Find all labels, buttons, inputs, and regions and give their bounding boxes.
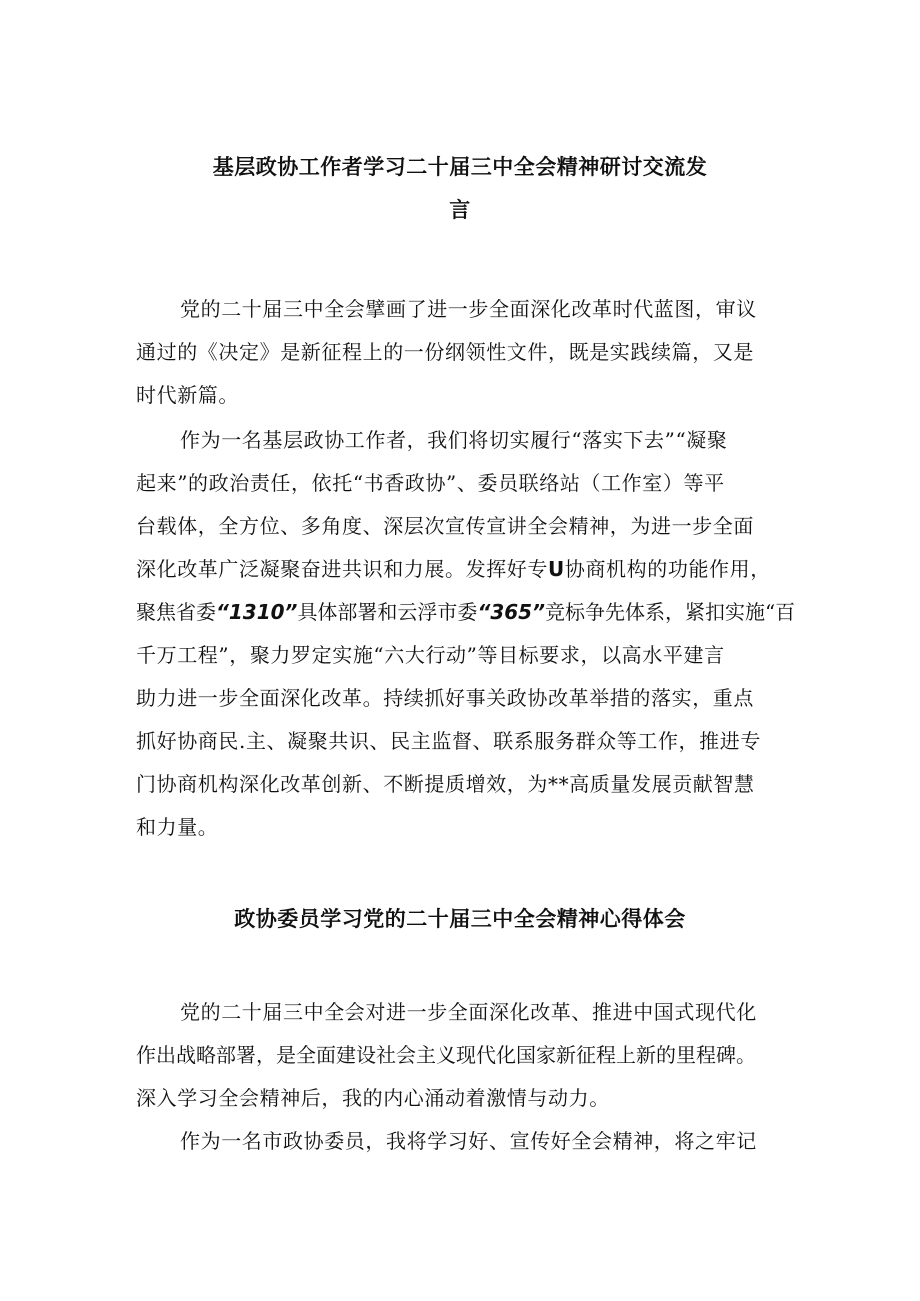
text-line: 党的二十届三中全会擘画了进一步全面深化改革时代蓝图，审议 (180, 297, 757, 321)
section-2-title (0, 898, 920, 941)
text-line: 作为一名市政协委员，我将学习好、宣传好全会精神，将之牢记 (180, 1129, 757, 1153)
section-2-paragraph-2 (136, 1120, 796, 1163)
text-run: 协商机构的功能作用， (564, 557, 771, 581)
text-line: 门协商机构深化改革创新、不断提质增效，为**高质量发展贡献智慧 (136, 772, 755, 796)
text-line: 作为一名基层政协工作者，我们将切实履行“落实下去”“凝聚 (180, 428, 728, 452)
text-line: 台载体，全方位、多角度、深层次宣传宣讲全会精神，为进一步全面 (136, 514, 754, 538)
text-line: 助力进一步全面深化改革。持续抓好事关政协改革举措的落实，重点 (136, 686, 754, 710)
text-run-bold: “365” (477, 600, 545, 624)
text-line: 时代新篇。 (136, 383, 239, 407)
text-run-bold: “1310” (216, 600, 298, 624)
section-2-paragraph-1 (136, 991, 796, 1120)
section-1-title-line-1: 基层政协工作者学习二十届三中全会精神研讨交流发 (212, 155, 708, 179)
text-line: 党的二十届三中全会对进一步全面深化改革、推进中国式现代化 (180, 1000, 757, 1024)
text-line: 和力量。 (136, 815, 219, 839)
text-run: 深化改革广泛凝聚奋进共识和力展。发挥好专 (136, 557, 548, 581)
section-1-title (0, 146, 920, 232)
text-line-mixed (136, 591, 796, 634)
text-line: 起来”的政治责任，依托“书香政协”、委员联络站（工作室）等平 (136, 471, 725, 495)
text-line: 抓好协商民.主、凝聚共识、民主监督、联系服务群众等工作，推进专 (136, 729, 761, 753)
text-run: 聚焦省委 (136, 600, 216, 624)
text-run: 竞标争先体系，紧扣实施“百 (544, 600, 796, 624)
text-run-bold: U (548, 557, 565, 581)
section-1-title-line-2: 言 (449, 198, 471, 222)
text-run: 具体部署和云浮市委 (297, 600, 478, 624)
section-1-paragraph-1 (136, 288, 796, 417)
text-line: 千万工程”，聚力罗定实施“六大行动”等目标要求，以高水平建言 (136, 643, 725, 667)
text-line: 通过的《决定》是新征程上的一份纲领性文件，既是实践续篇，又是 (136, 340, 754, 364)
text-line: 作出战略部署，是全面建设社会主义现代化国家新征程上新的里程碑。 (136, 1043, 756, 1067)
text-line: 深入学习全会精神后，我的内心涌动着激情与动力。 (136, 1086, 610, 1110)
section-2-title-line: 政协委员学习党的二十届三中全会精神心得体会 (234, 907, 686, 931)
text-line-mixed (136, 548, 796, 591)
section-1-paragraph-2 (136, 419, 796, 849)
